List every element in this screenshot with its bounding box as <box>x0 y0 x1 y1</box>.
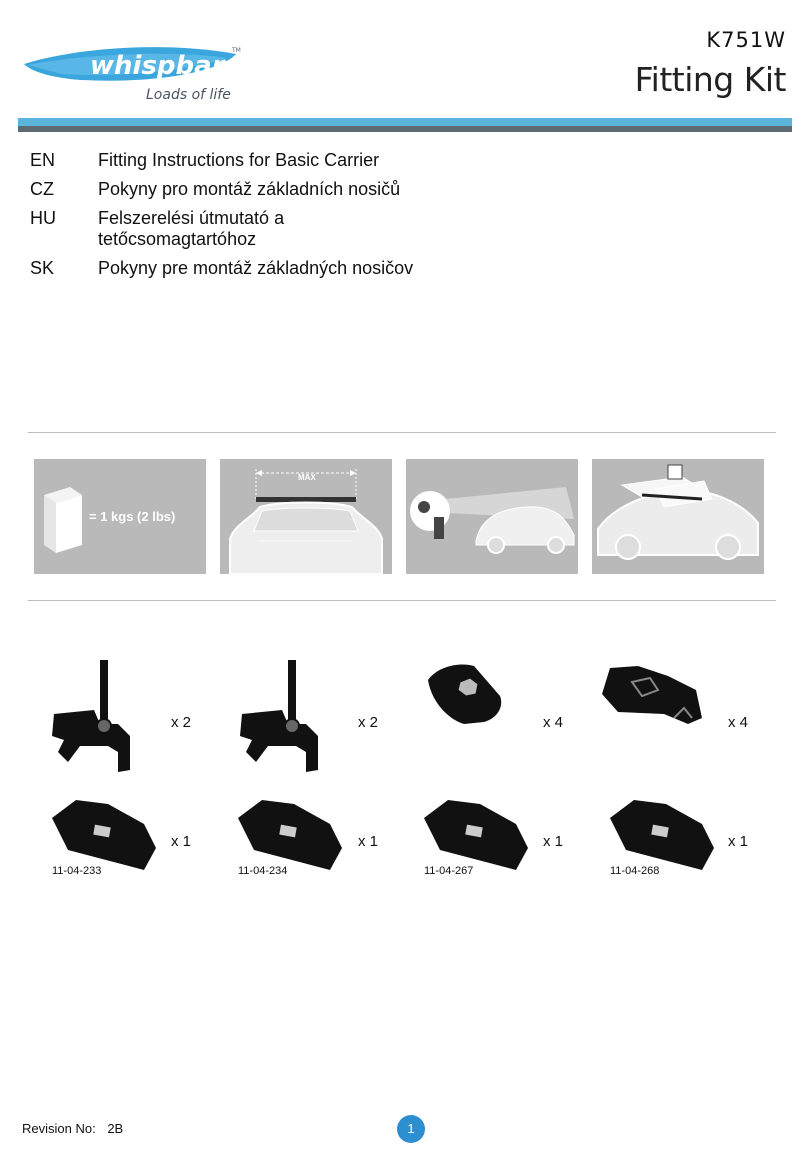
cover-cap-icon <box>420 660 520 740</box>
panel-car-roof <box>592 459 764 574</box>
tape-measure-car-icon <box>406 459 578 574</box>
foot-pad-icon <box>420 796 532 872</box>
part-footpad-3 <box>420 796 532 872</box>
panel-measure <box>406 459 578 574</box>
lang-row-en <box>30 150 490 172</box>
model-code: K751W <box>706 28 786 52</box>
svg-text:TM: TM <box>232 47 241 54</box>
clamp-bolt-icon <box>46 660 146 775</box>
part-footpad-1 <box>48 796 160 872</box>
foot-pad-icon <box>48 796 160 872</box>
brand-tagline: Loads of life <box>146 87 231 103</box>
part-qty: x 1 <box>543 833 564 850</box>
part-qty: x 1 <box>171 833 192 850</box>
part-qty: x 1 <box>358 833 379 850</box>
lang-code: SK <box>30 258 55 278</box>
part-code: 11-04-268 <box>610 865 660 877</box>
lang-code: CZ <box>30 179 54 199</box>
part-code: 11-04-234 <box>238 865 288 877</box>
part-clamp-1 <box>46 660 146 775</box>
page-number-badge: 1 <box>397 1115 425 1143</box>
weight-label: = 1 kgs (2 lbs) <box>89 509 176 524</box>
part-qty: x 4 <box>543 714 564 731</box>
page-title: Fitting Kit <box>634 60 786 99</box>
part-qty: x 1 <box>728 833 749 850</box>
header-accent-bar <box>18 118 792 126</box>
part-qty: x 4 <box>728 714 749 731</box>
part-footpad-4 <box>606 796 718 872</box>
part-qty: x 2 <box>358 714 379 731</box>
lang-row-hu <box>30 208 490 252</box>
part-cover <box>420 660 520 740</box>
foot-pad-icon <box>598 660 708 740</box>
revision-label: Revision No: <box>22 1121 96 1136</box>
lang-code: EN <box>30 150 56 170</box>
part-footpad-2 <box>234 796 346 872</box>
max-label: MAX <box>298 473 316 482</box>
part-clamp-2 <box>234 660 334 775</box>
lang-row-sk <box>30 258 490 280</box>
lang-text: Fitting Instructions for Basic Carrier <box>98 150 380 170</box>
clamp-bolt-icon <box>234 660 334 775</box>
panel-weight <box>34 459 206 574</box>
lang-text: Pokyny pro montáž základních nosičů <box>98 179 401 199</box>
part-code: 11-04-267 <box>424 865 474 877</box>
header-dark-bar <box>18 126 792 132</box>
car-roof-rack-icon <box>592 459 764 574</box>
foot-pad-icon <box>606 796 718 872</box>
lang-code: HU <box>30 208 56 228</box>
revision-value: 2B <box>107 1121 124 1136</box>
brand-wordmark: whispbar <box>90 51 225 81</box>
lang-text: Felszerelési útmutató a tetőcsomagtartóhoz <box>98 208 285 249</box>
revision-info <box>22 1121 123 1136</box>
section-divider <box>28 432 776 433</box>
section-divider <box>28 600 776 601</box>
part-code: 11-04-233 <box>52 865 102 877</box>
panel-max-width <box>220 459 392 574</box>
foot-pad-icon <box>234 796 346 872</box>
lang-row-cz <box>30 179 490 201</box>
part-qty: x 2 <box>171 714 192 731</box>
lang-text: Pokyny pre montáž základných nosičov <box>98 258 414 278</box>
part-foot-cover <box>598 660 708 740</box>
